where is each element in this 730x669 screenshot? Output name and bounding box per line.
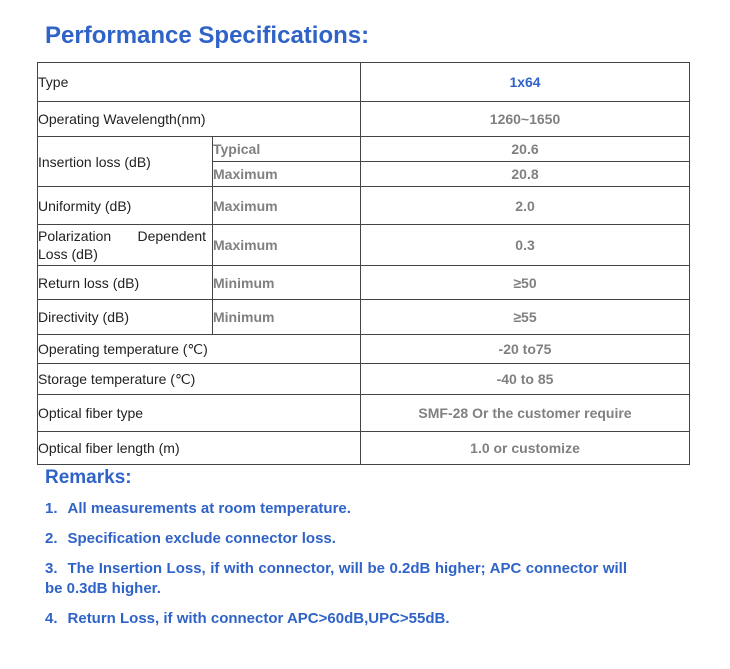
op-temp-label: Operating temperature (℃) xyxy=(38,335,361,364)
directivity-value: ≥55 xyxy=(361,300,690,335)
uniformity-value: 2.0 xyxy=(361,187,690,225)
op-temp-value: -20 to75 xyxy=(361,335,690,364)
uniformity-label: Uniformity (dB) xyxy=(38,187,213,225)
return-loss-label: Return loss (dB) xyxy=(38,266,213,300)
return-loss-sub: Minimum xyxy=(213,266,361,300)
remark-item xyxy=(45,559,627,599)
remark-text: Specification exclude connector loss. xyxy=(67,530,336,547)
fiber-type-value: SMF-28 Or the customer require xyxy=(361,395,690,432)
insertion-loss-label: Insertion loss (dB) xyxy=(38,137,213,187)
table-row xyxy=(38,63,690,102)
pdl-value: 0.3 xyxy=(361,225,690,266)
remark-number: 4. xyxy=(45,610,58,627)
remarks-section xyxy=(45,467,627,639)
remark-number: 3. xyxy=(45,560,58,577)
page-title: Performance Specifications: xyxy=(45,22,370,49)
table-row xyxy=(38,300,690,335)
table-row xyxy=(38,335,690,364)
remark-text: The Insertion Loss, if with connector, will be 0.2dB higher; APC connector will be 0.3dB higher. xyxy=(45,560,627,597)
wavelength-label: Operating Wavelength(nm) xyxy=(38,102,361,137)
uniformity-sub: Maximum xyxy=(213,187,361,225)
pdl-sub: Maximum xyxy=(213,225,361,266)
fiber-length-value: 1.0 or customize xyxy=(361,432,690,465)
pdl-label: Polarization Dependent Loss (dB) xyxy=(38,225,213,266)
table-row xyxy=(38,137,690,162)
remark-text: Return Loss, if with connector APC>60dB,UPC>55dB. xyxy=(67,610,450,627)
remark-item xyxy=(45,499,627,519)
remarks-title: Remarks: xyxy=(45,467,132,488)
fiber-type-label: Optical fiber type xyxy=(38,395,361,432)
table-row xyxy=(38,225,690,266)
remark-item xyxy=(45,609,627,629)
remark-number: 2. xyxy=(45,530,58,547)
table-row xyxy=(38,266,690,300)
remark-item xyxy=(45,529,627,549)
directivity-sub: Minimum xyxy=(213,300,361,335)
table-row xyxy=(38,364,690,395)
table-row xyxy=(38,187,690,225)
table-row xyxy=(38,102,690,137)
type-value: 1x64 xyxy=(361,63,690,102)
fiber-length-label: Optical fiber length (m) xyxy=(38,432,361,465)
storage-temp-value: -40 to 85 xyxy=(361,364,690,395)
insertion-typical-label: Typical xyxy=(213,137,361,162)
insertion-typical-value: 20.6 xyxy=(361,137,690,162)
table-row xyxy=(38,432,690,465)
remark-text: All measurements at room temperature. xyxy=(67,500,351,517)
remark-number: 1. xyxy=(45,500,58,517)
insertion-max-label: Maximum xyxy=(213,162,361,187)
spec-table xyxy=(37,62,690,465)
insertion-max-value: 20.8 xyxy=(361,162,690,187)
type-label: Type xyxy=(38,63,361,102)
return-loss-value: ≥50 xyxy=(361,266,690,300)
directivity-label: Directivity (dB) xyxy=(38,300,213,335)
storage-temp-label: Storage temperature (℃) xyxy=(38,364,361,395)
wavelength-value: 1260~1650 xyxy=(361,102,690,137)
table-row xyxy=(38,395,690,432)
